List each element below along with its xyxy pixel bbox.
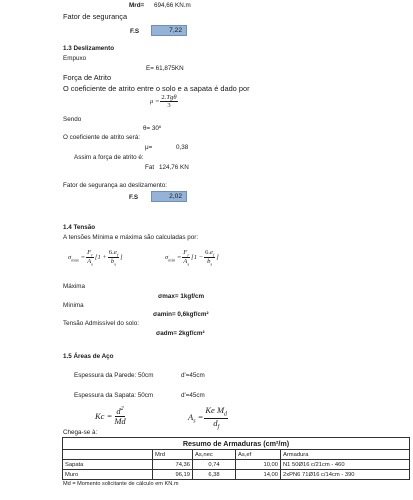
fator-deslizamento-label: Fator de segurança ao deslizamento: [63,182,167,189]
fat-label: Fat [145,164,155,171]
tensao-intro: A tensões Mínima e máxima são calculadas por: [63,234,199,241]
fs-label: F.S [130,28,140,35]
maxima-label: Máxima [63,283,86,290]
kc-formula: Kc = $\frac{d^2}{Md}$ [95,405,126,427]
table-row [63,460,410,470]
parede-d-value: d'=45cm [181,372,205,379]
assim-label: Assim a força de atrito é: [74,154,144,161]
fs-desl-value-cell: 2,02 [151,191,187,202]
mrd-label: Mrd= [129,2,145,9]
table-cell: Sapata [63,460,153,470]
theta-value: θ= 30º [143,125,162,132]
table-cell: 0,74 [193,460,236,470]
table-title: Resumo de Armaduras (cm²/m) [63,438,410,450]
table-header-row [63,450,410,460]
coeficiente-text: O coeficiente de atrito entre o solo e a sapata é dado por [63,84,250,93]
table-header-cell: Armadura [281,450,410,460]
resumo-armaduras-table [62,437,410,480]
section-heading-deslizamento: 1.3 Deslizamento [63,45,115,52]
fat-value: 124,76 KN [159,164,189,171]
fs-desl-label: F.S [129,194,139,201]
admissivel-label: Tensão Admissível do solo: [63,320,139,327]
omax-value: σmax= 1kgf/cm [158,293,205,300]
coef-sera-label: O coeficiente de atrito será: [63,134,141,141]
table-cell: 74,36 [153,460,193,470]
minima-label: Mínima [63,302,84,309]
table-title-row [63,438,410,450]
table-header-cell: As,nec [193,450,236,460]
table-cell: 14,00 [236,470,281,480]
table-cell: 6,38 [193,470,236,480]
table-cell: Muro [63,470,153,480]
parede-label: Espessura da Parede: 50cm [74,372,154,379]
table-header-cell [63,450,153,460]
table-cell: 10,00 [236,460,281,470]
table-cell: 2xPN6 71Ø16 c/14cm - 390 [281,470,410,480]
table-header-cell: As,ef [236,450,281,460]
table-header-cell: Mrd [153,450,193,460]
section-heading-aco: 1.5 Áreas de Aço [63,353,114,360]
table-cell: N1 50Ø16 c/21cm - 460 [281,460,410,470]
section-heading-tensao: 1.4 Tensão [63,224,96,231]
oadm-value: σadm= 2kgf/cm² [156,330,205,337]
chega-label: Chega-se à: [63,429,98,436]
mu-label: μ= [145,144,153,151]
mrd-value: 694,66 KN.m [154,2,191,9]
sigma-min-formula: $\sigma_{min}$ = $\frac{F_r}{A_s}$ [1 − $\frac{6.e_f}{b_s}$ ] [165,249,219,267]
empuxo-label: Empuxo [63,55,87,62]
fator-seguranca-label: Fator de segurança [63,12,128,21]
mu-formula: μ = $\frac{\text{2.Tgθ}}{3}$ [150,94,177,110]
forca-atrito-label: Força de Atrito [63,73,112,82]
sigma-max-formula: $\sigma_{max}$ = $\frac{F_r}{A_s}$ [1 + $\frac{6.e_f}{b_s}$ ] [68,249,123,267]
table-cell: 96,19 [153,470,193,480]
fs-value-cell: 7,22 [151,25,187,36]
mu-value: 0,38 [176,144,189,151]
table-row [63,470,410,480]
sapata-label: Espessura da Sapata: 50cm [74,392,154,399]
omin-value: σamin= 0,6kgf/cm² [153,311,209,318]
as-formula: $A_s$ = $\frac{Ke M_d}{d_f}$ [188,405,228,431]
sapata-d-value: d'=45cm [181,392,205,399]
empuxo-value: E= 61,875KN [146,65,184,72]
sendo-label: Sendo [63,116,82,123]
footnote: Md = Momento solicitante de cálculo em KN.m [63,481,179,487]
